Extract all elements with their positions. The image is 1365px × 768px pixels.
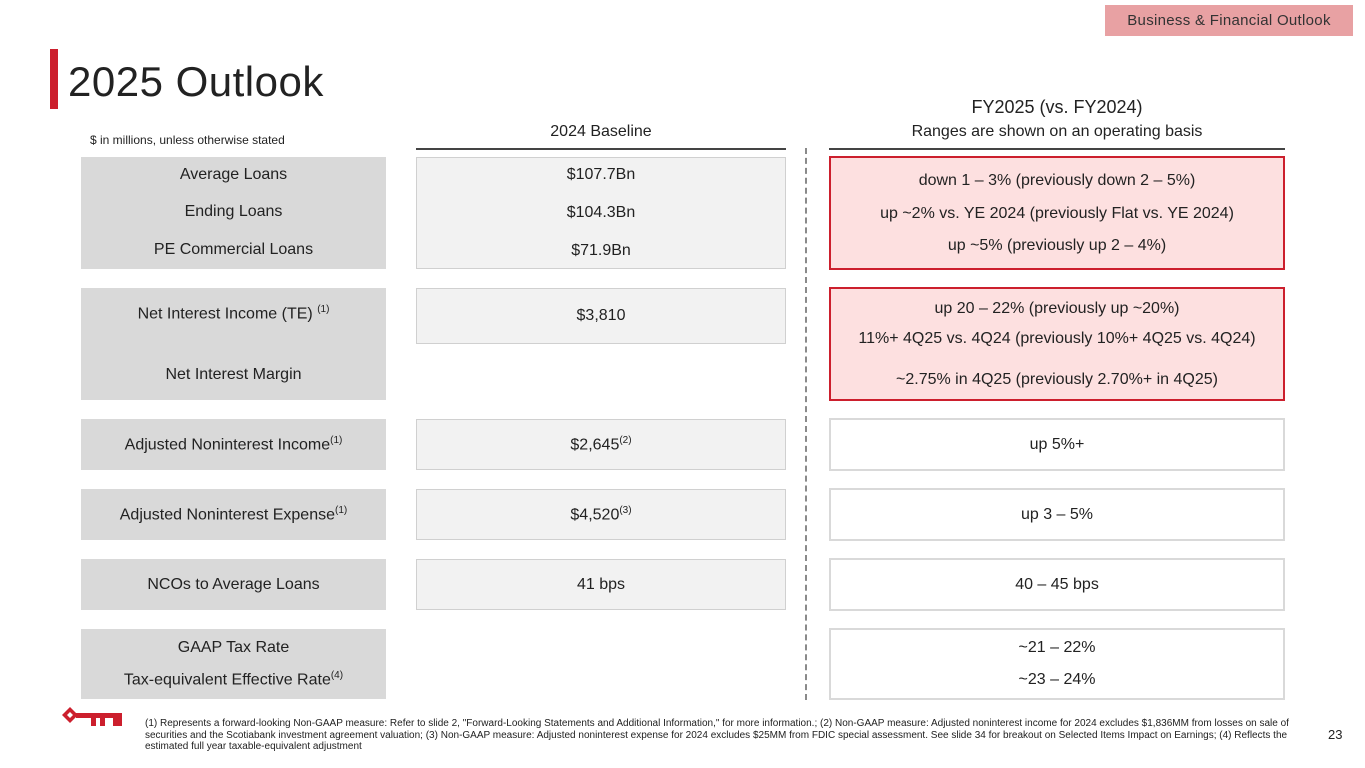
average-loans-baseline: $107.7Bn [566,166,636,183]
ending-loans-label: Ending Loans [184,203,283,220]
nonint-income-label: Adjusted Noninterest Income$^{(1)}$ [124,434,343,454]
nonint-income-outlook: up 5%+ [1029,435,1085,453]
nonint-expense-outlook: up 3 – 5% [1020,505,1094,523]
nonint-income-label-box [81,419,386,470]
average-loans-outlook: down 1 – 3% (previously down 2 – 5%) [918,172,1196,189]
key-logo-icon [55,703,125,733]
ncos-outlook-box [829,558,1285,611]
ncos-label: NCOs to Average Loans [147,575,320,593]
nii-4q-outlook: 11%+ 4Q25 vs. 4Q24 (previously 10%+ 4Q25 vs. 4Q24) [858,330,1256,347]
average-loans-label: Average Loans [179,166,288,183]
te-effective-rate-outlook: ~23 – 24% [1018,671,1096,688]
ncos-baseline: 41 bps [576,575,626,593]
tax-label-box [81,629,386,699]
nii-outlook: up 20 – 22% (previously up ~20%) [934,300,1180,317]
nii-baseline: $3,810 [576,307,626,324]
tax-outlook-box [829,628,1285,700]
baseline-column-header: 2024 Baseline [550,123,652,140]
nonint-income-outlook-box [829,418,1285,471]
ncos-baseline-box [416,559,786,610]
column-divider [805,148,807,700]
outlook-column-subtitle: Ranges are shown on an operating basis [911,123,1203,140]
nonint-expense-baseline-box [416,489,786,540]
section-tag: Business & Financial Outlook [1105,5,1353,36]
nonint-income-baseline: $2,645$^{(2)}$ [570,434,632,454]
nii-label: Net Interest Income (TE) $^{(1)}$ [137,304,330,323]
gaap-tax-rate-outlook: ~21 – 22% [1018,639,1096,656]
nii-outlook-box [829,287,1285,401]
ending-loans-outlook: up ~2% vs. YE 2024 (previously Flat vs. YE 2024) [880,205,1234,222]
nonint-income-baseline-box [416,419,786,470]
units-note: $ in millions, unless otherwise stated [90,133,285,147]
loans-outlook-box [829,156,1285,270]
nii-label-footnote: (1) [317,304,330,315]
ncos-outlook: 40 – 45 bps [1015,575,1099,593]
page-title: 2025 Outlook [68,58,324,105]
te-effective-rate-label: Tax-equivalent Effective Rate$^{(4)}$ [123,670,344,689]
ending-loans-baseline: $104.3Bn [566,204,636,221]
outlook-header-rule [829,148,1285,150]
page-number: 23 [1328,727,1343,742]
nonint-expense-label: Adjusted Noninterest Expense$^{(1)}$ [119,504,348,524]
pe-commercial-loans-label: PE Commercial Loans [153,241,314,258]
footnote: (1) Represents a forward-looking Non-GAAP measure: Refer to slide 2, "Forward-Looking Statements and Additional Information," for more information.; (2) Non-GAAP measure: Adjusted noninterest income for 2024 excludes $1,836MM from losses on sale of securities and the Scotiabank investment agreement valuation; (3) Non-GAAP measure: Adjusted noninterest expense for 2024 excludes $25MM from FDIC special assessment. See slide 34 for breakout on Selected Items Impact on Earnings; (4) Reflects the estimated full year taxable-equivalent adjustment [145,718,1289,752]
nim-outlook: ~2.75% in 4Q25 (previously 2.70%+ in 4Q25) [896,371,1218,388]
outlook-column-title: FY2025 (vs. FY2024) [971,97,1143,117]
nim-label: Net Interest Margin [165,366,302,383]
loans-label-box [81,157,386,269]
nonint-expense-label-box [81,489,386,540]
pe-commercial-loans-baseline: $71.9Bn [571,242,631,259]
title-accent-bar [50,49,58,109]
ncos-label-box [81,559,386,610]
nonint-expense-outlook-box [829,488,1285,541]
gaap-tax-rate-label: GAAP Tax Rate [177,639,290,656]
nii-label-box [81,288,386,400]
nonint-expense-baseline: $4,520$^{(3)}$ [570,504,632,524]
baseline-header-rule [416,148,786,150]
loans-baseline-box [416,157,786,269]
pe-commercial-loans-outlook: up ~5% (previously up 2 – 4%) [947,237,1167,254]
nii-baseline-box [416,288,786,344]
